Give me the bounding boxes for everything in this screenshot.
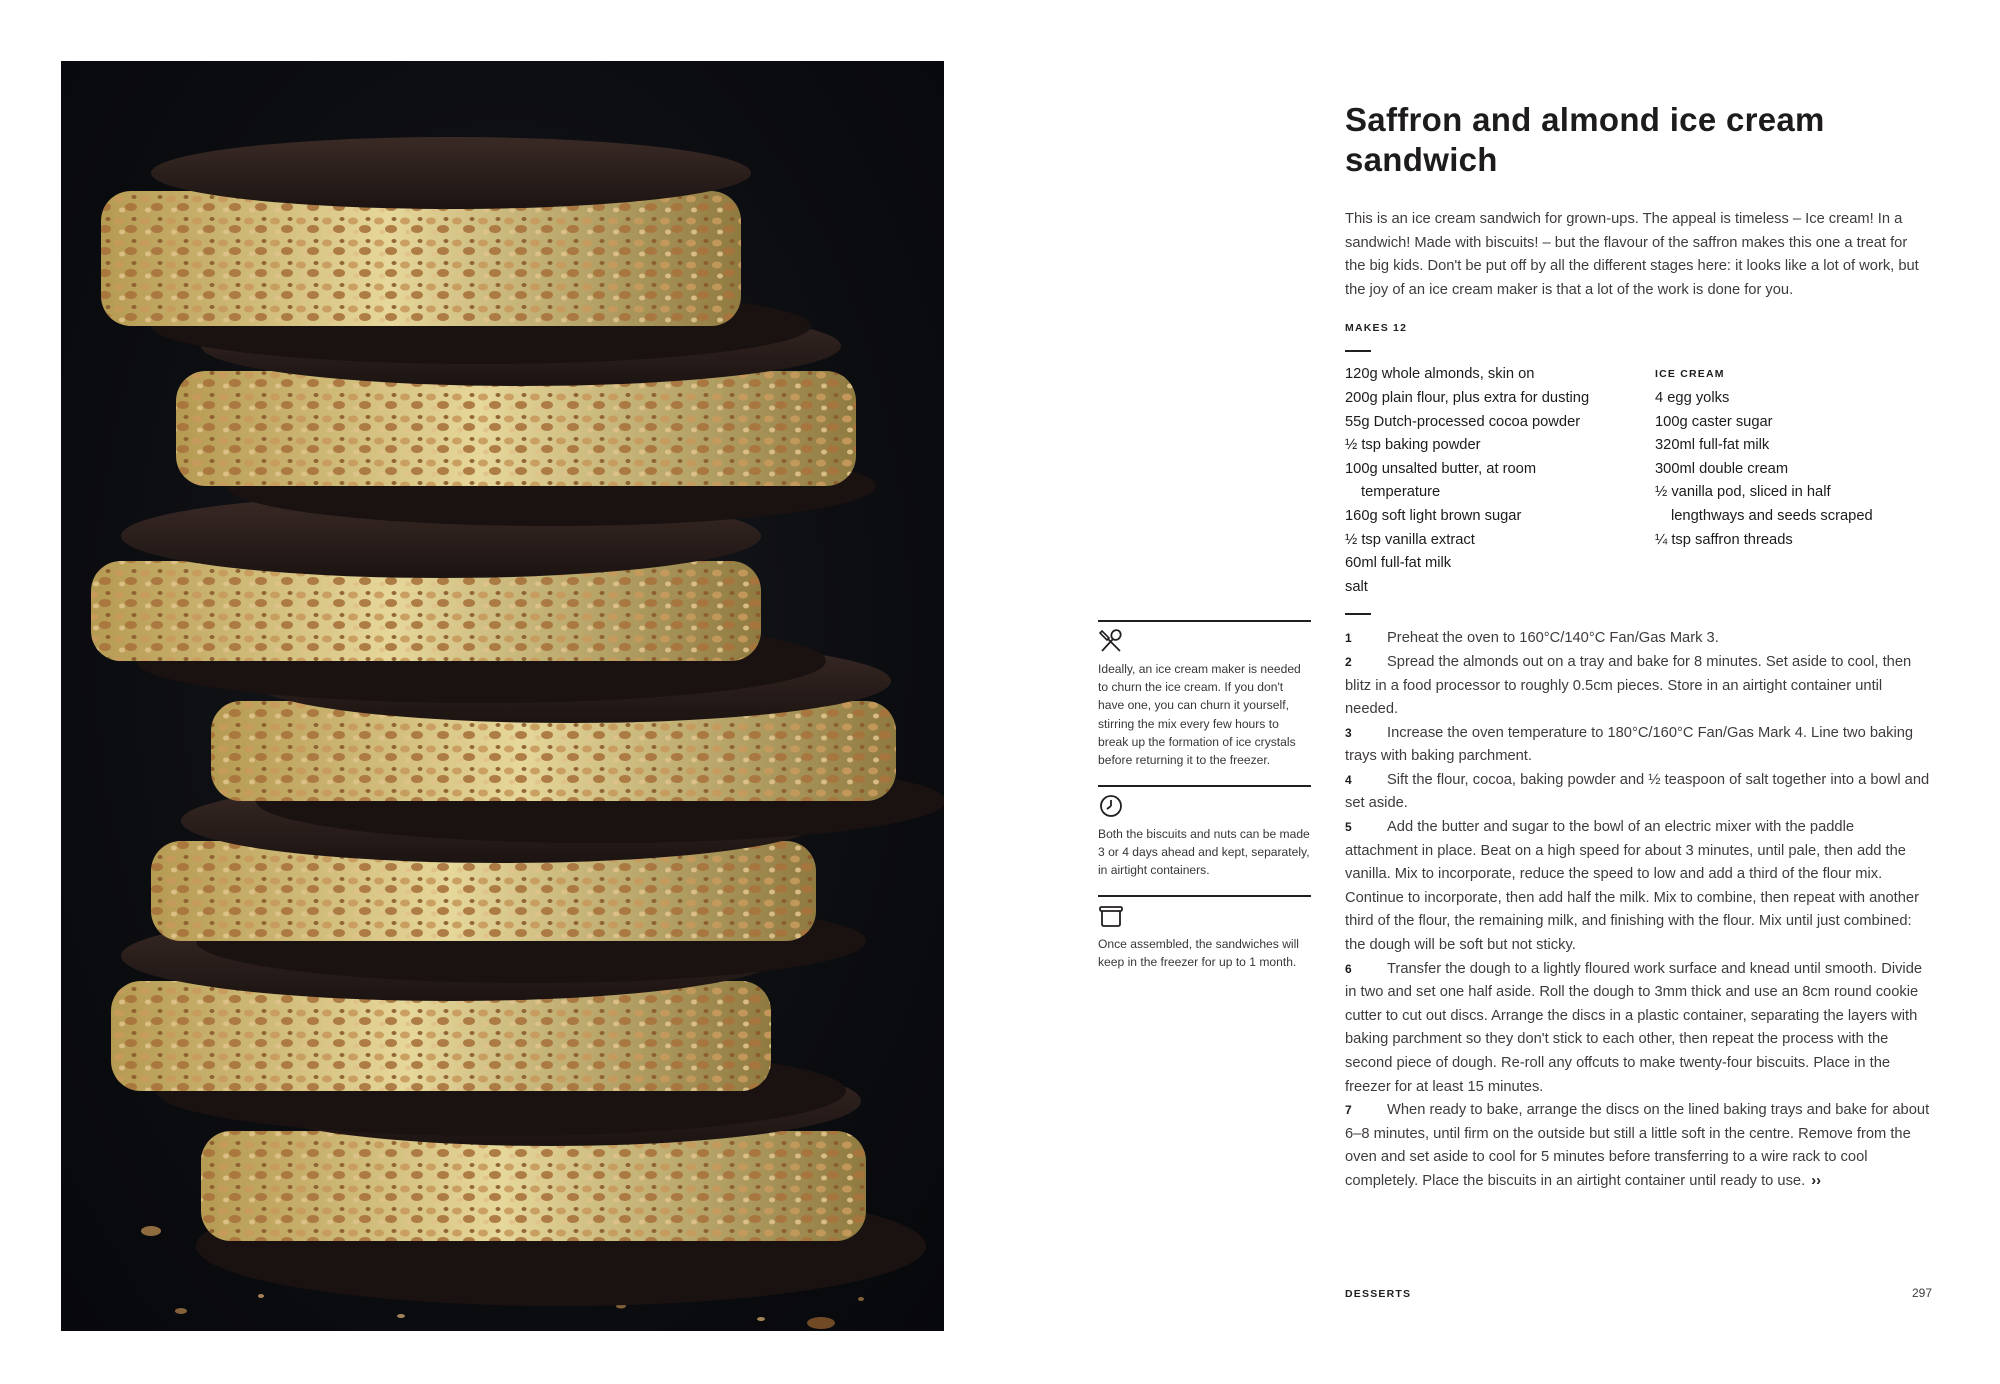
step-text: Preheat the oven to 160°C/140°C Fan/Gas Mark 3. <box>1387 630 1719 647</box>
ingredient-item: salt <box>1345 578 1368 595</box>
divider <box>1345 350 1371 352</box>
clock-icon <box>1098 793 1124 819</box>
step-text: Transfer the dough to a lightly floured work surface and knead until smooth. Divide in two and set one half aside. Roll the dough to 3mm thick and use an 8cm round cookie cutter to cut out discs. Arrange the discs in a plastic container, separating the layers with baking parchment so they don't stick to each other, then repeat the process with the second piece of dough. Re-roll any offcuts to make twenty-four biscuits. Place in the freezer for at least 15 minutes. <box>1345 960 1923 1095</box>
step-number: 5 <box>1345 820 1352 835</box>
recipe-yield: MAKES 12 <box>1345 322 1408 335</box>
recipe-intro: This is an ice cream sandwich for grown-ups. The appeal is timeless – Ice cream! In a sandwich! Made with biscuits! – but the flavour of the saffron makes this one a treat for the big kids. Don't be put off by all the different stages here: it looks like a lot of work, but the joy of an ice cream maker is that a lot of the work is done for you. <box>1345 211 1919 298</box>
ingredient-item: ½ vanilla pod, sliced in half <box>1655 484 1831 501</box>
step-7 <box>1345 1099 1930 1193</box>
step-2 <box>1345 651 1930 722</box>
ingredient-item: 60ml full-fat milk <box>1345 555 1452 572</box>
ingredients <box>1345 363 1930 599</box>
step-6 <box>1345 958 1930 1100</box>
ingredient-item-continued: lengthways and seeds scraped <box>1671 507 1873 524</box>
step-1 <box>1345 627 1930 651</box>
step-text: When ready to bake, arrange the discs on the lined baking trays and bake for about 6–8 minutes, until firm on the outside but still a little soft in the centre. Remove from the oven and set aside to cool for 5 minutes before transferring to a wire rack to cool completely. Place the biscuits in an airtight container until ready to use. <box>1345 1102 1930 1189</box>
tip-make-ahead <box>1098 785 1311 895</box>
divider <box>1345 613 1371 615</box>
ice-cream-sandwich-photo <box>61 61 944 1331</box>
ingredient-item: ½ tsp vanilla extract <box>1345 531 1475 548</box>
container-icon <box>1098 903 1124 929</box>
ingredient-item: ¼ tsp saffron threads <box>1655 531 1793 548</box>
ingredient-item: 100g caster sugar <box>1655 413 1773 430</box>
sandwich-1 <box>101 137 811 364</box>
step-text: Increase the oven temperature to 180°C/160°C Fan/Gas Mark 4. Line two baking trays with baking parchment. <box>1345 724 1914 765</box>
method-steps <box>1345 627 1930 1193</box>
continued-marker: ›› <box>1811 1172 1821 1189</box>
sandwich-3 <box>91 494 826 703</box>
step-text: Sift the flour, cocoa, baking powder and ½ teaspoon of salt together into a bowl and set aside. <box>1345 771 1930 812</box>
ingredients-biscuits <box>1345 363 1655 599</box>
step-text: Spread the almonds out on a tray and bake for 8 minutes. Set aside to cool, then blitz in a food processor to roughly 0.5cm pieces. Store in an airtight container until needed. <box>1345 653 1912 718</box>
ingredient-item: 120g whole almonds, skin on <box>1345 366 1535 383</box>
tip-text: Ideally, an ice cream maker is needed to churn the ice cream. If you don't have one, you can churn it yourself, stirring the mix every few hours to break up the formation of ice crystals before returning it to the freezer. <box>1098 662 1301 768</box>
sandwich-stack-illustration <box>61 61 944 1331</box>
page-number: 297 <box>1911 1286 1932 1300</box>
ingredient-item: 320ml full-fat milk <box>1655 437 1770 454</box>
ingredient-item: 160g soft light brown sugar <box>1345 507 1522 524</box>
step-number: 2 <box>1345 654 1352 669</box>
step-number: 4 <box>1345 772 1352 787</box>
tip-ice-cream-maker <box>1098 620 1311 785</box>
step-number: 7 <box>1345 1103 1352 1118</box>
ingredient-item: 200g plain flour, plus extra for dusting <box>1345 389 1590 406</box>
step-text: Add the butter and sugar to the bowl of an electric mixer with the paddle attachment in place. Beat on a high speed for about 3 minutes, until pale, then add the vanilla. Mix to incorporate, reduce the speed to low and add a third of the flour mix. Continue to incorporate, then add half the milk. Mix to combine, then repeat with another third of the flour, the remaining milk, and finishing with the flour. Mix until just combined: the dough will be soft but not sticky. <box>1345 819 1919 954</box>
ingredient-item: ½ tsp baking powder <box>1345 437 1481 454</box>
step-number: 3 <box>1345 725 1352 740</box>
ingredients-ice-cream <box>1655 363 1930 599</box>
step-5 <box>1345 816 1930 958</box>
section-footer: DESSERTS <box>1345 1288 1412 1300</box>
tip-storage <box>1098 895 1311 971</box>
ingredient-item-continued: temperature <box>1361 484 1441 501</box>
step-number: 6 <box>1345 961 1352 976</box>
tips-sidebar <box>1098 620 1311 971</box>
ingredient-item: 55g Dutch-processed cocoa powder <box>1345 413 1581 430</box>
step-3 <box>1345 722 1930 769</box>
ingredient-item: 100g unsalted butter, at room <box>1345 460 1537 477</box>
step-number: 1 <box>1345 631 1352 646</box>
ingredient-item: 4 egg yolks <box>1655 389 1730 406</box>
whisk-spatula-icon <box>1098 628 1124 654</box>
recipe-column <box>1345 100 1930 1194</box>
tip-text: Once assembled, the sandwiches will keep in the freezer for up to 1 month. <box>1098 937 1299 970</box>
recipe-title: Saffron and almond ice cream sandwich <box>1345 101 1825 178</box>
tip-text: Both the biscuits and nuts can be made 3 or 4 days ahead and kept, separately, in airtight containers. <box>1098 827 1310 878</box>
step-4 <box>1345 769 1930 816</box>
ice-cream-heading: ICE CREAM <box>1655 368 1725 381</box>
ingredient-item: 300ml double cream <box>1655 460 1789 477</box>
